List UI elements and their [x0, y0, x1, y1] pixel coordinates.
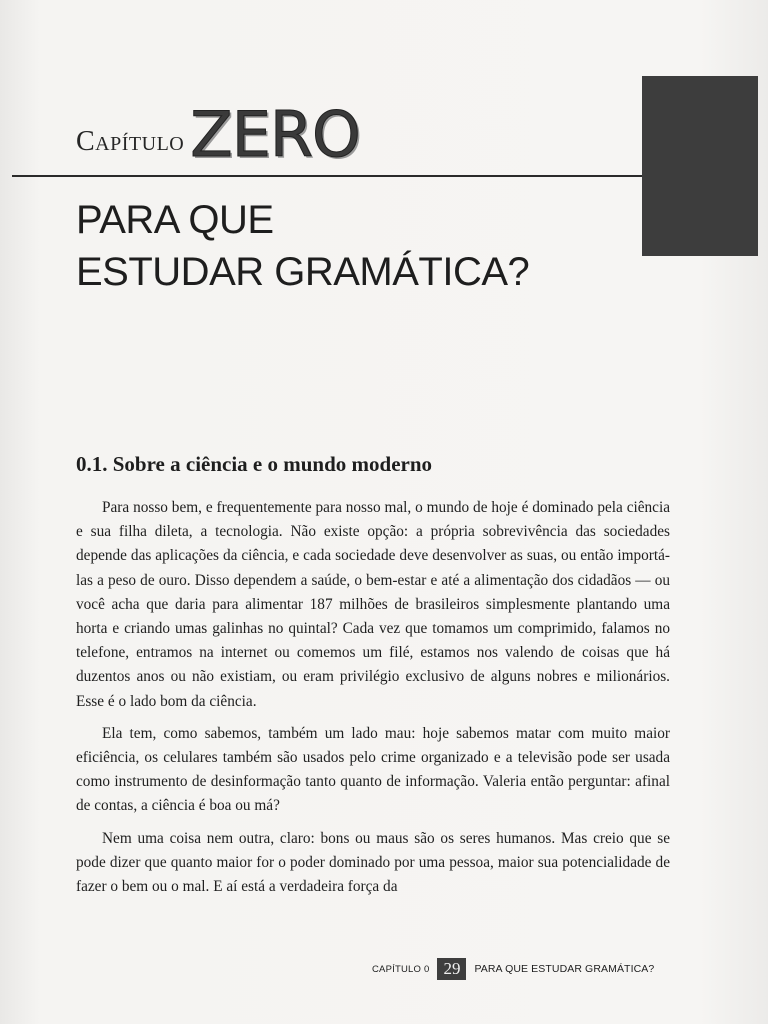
section-heading: 0.1. Sobre a ciência e o mundo moderno [76, 452, 433, 476]
chapter-tab-block [642, 76, 758, 256]
page-number: 29 [437, 958, 466, 980]
paragraph: Para nosso bem, e frequentemente para nosso mal, o mundo de hoje é dominado pela ciência e sua filha dileta, a tecnologia. Não existe opção: a própria sobrevivência das sociedades depende das aplicações da ciência, e cada sociedade deve desenvolver as suas, ou então importá-las a peso de ouro. Disso dependem a saúde, o bem-estar e até a alimentação dos cidadãos — ou você acha que daria para alimentar 187 milhões de brasileiros simplesmente plantando uma horta e criando umas galinhas no quintal? Cada vez que tomamos um comprimido, falamos no telefone, entramos na internet ou comemos um filé, estamos nos valendo de coisas que há duzentos anos ou não existiam, ou eram privilégio exclusivo de alguns nobres e milionários. Esse é o lado bom da ciência. [76, 499, 670, 710]
footer-title: PARA QUE ESTUDAR GRAMÁTICA? [474, 963, 655, 975]
body-text [76, 496, 670, 907]
chapter-number: ZERO [190, 98, 360, 171]
footer-chapter-label: CAPÍTULO 0 [372, 963, 430, 975]
chapter-label: Capítulo [76, 126, 185, 157]
chapter-header [76, 96, 360, 171]
chapter-title [76, 194, 636, 298]
chapter-title-line-2: ESTUDAR GRAMÁTICA? [76, 250, 530, 294]
paragraph: Ela tem, como sabemos, também um lado mau: hoje sabemos matar com muito maior eficiência, os celulares também são usados pelo crime organizado e a televisão pode ser usada como instrumento de desinformação tanto quanto de informação. Valeria então perguntar: afinal de contas, a ciência é boa ou má? [76, 724, 670, 815]
header-divider [12, 175, 642, 177]
paragraph: Nem uma coisa nem outra, claro: bons ou maus são os seres humanos. Mas creio que se pode dizer que quanto maior for o poder dominado por uma pessoa, maior sua potencialidade de fazer o bem ou o mal. E aí está a verdadeira força da [76, 829, 670, 896]
page-footer [372, 958, 654, 980]
chapter-title-line-1: PARA QUE [76, 198, 274, 242]
